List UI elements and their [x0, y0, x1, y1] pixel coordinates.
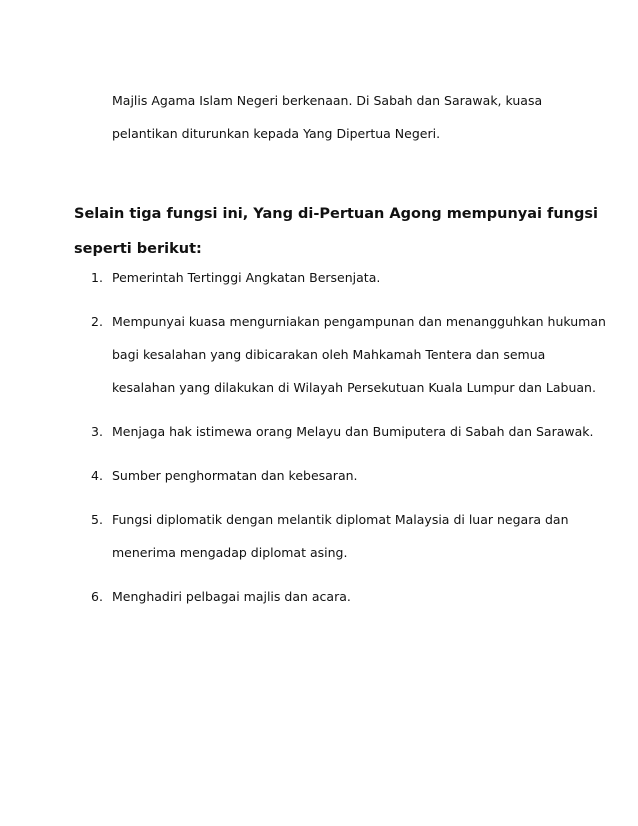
heading-line: seperti berikut:	[74, 241, 202, 257]
list-item-text: Sumber penghormatan dan kebesaran.	[112, 468, 358, 483]
list-item	[74, 305, 606, 404]
list-item-text: Mempunyai kuasa mengurniakan pengampunan dan menangguhkan hukuman	[112, 314, 606, 329]
list-item-text: kesalahan yang dilakukan di Wilayah Persekutuan Kuala Lumpur dan Labuan.	[112, 380, 596, 395]
list-item	[74, 503, 594, 569]
list-number: 4.	[91, 468, 103, 483]
list-item-text: Pemerintah Tertinggi Angkatan Bersenjata.	[112, 270, 381, 285]
list-number: 5.	[91, 512, 103, 527]
list-item	[74, 459, 594, 492]
list-item-text: Menjaga hak istimewa orang Melayu dan Bumiputera di Sabah dan Sarawak.	[112, 424, 594, 439]
list-item-text: menerima mengadap diplomat asing.	[112, 545, 348, 560]
list-number: 3.	[91, 424, 103, 439]
paragraph-line: Majlis Agama Islam Negeri berkenaan. Di Sabah dan Sarawak, kuasa	[112, 93, 543, 108]
list-item	[74, 415, 594, 448]
paragraph-line: pelantikan diturunkan kepada Yang Dipertua Negeri.	[112, 126, 441, 141]
list-number: 2.	[91, 314, 103, 329]
list-item-text: bagi kesalahan yang dibicarakan oleh Mahkamah Tentera dan semua	[112, 347, 546, 362]
list-item-text: Menghadiri pelbagai majlis dan acara.	[112, 589, 351, 604]
section-heading	[74, 197, 598, 267]
list-item-text: Fungsi diplomatik dengan melantik diplomat Malaysia di luar negara dan	[112, 512, 569, 527]
function-list	[74, 261, 606, 624]
list-number: 6.	[91, 589, 103, 604]
list-number: 1.	[91, 270, 103, 285]
heading-line: Selain tiga fungsi ini, Yang di-Pertuan Agong mempunyai fungsi	[74, 206, 598, 222]
list-item	[74, 261, 594, 294]
list-item	[74, 580, 594, 613]
continuation-paragraph	[112, 84, 582, 150]
